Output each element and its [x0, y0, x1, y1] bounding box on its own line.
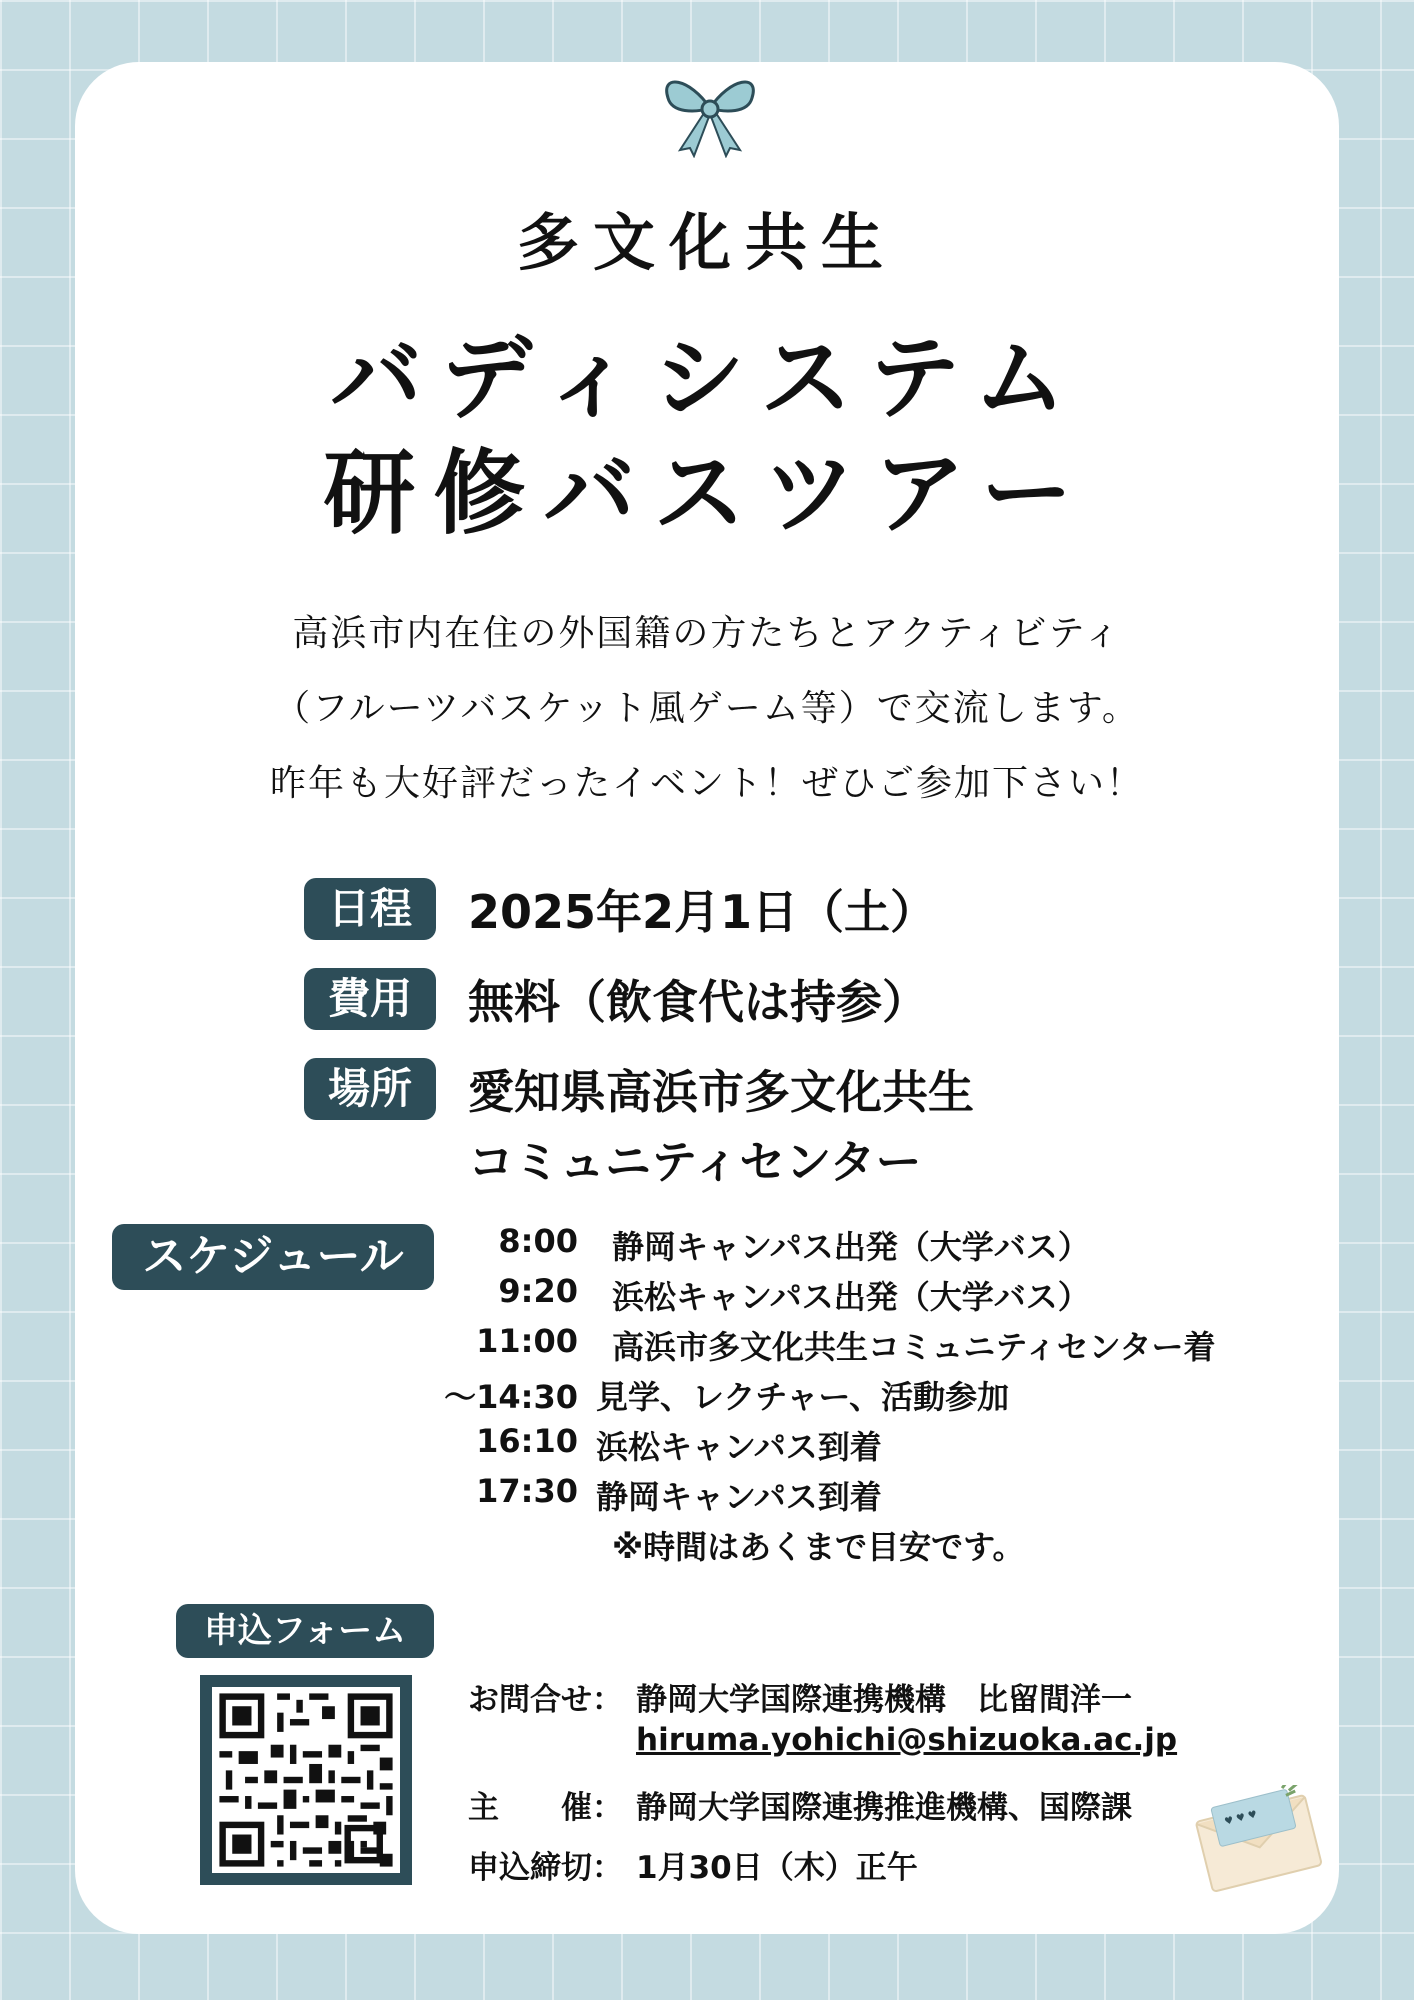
schedule-note: ※時間はあくまで目安です。 [612, 1528, 1025, 1566]
schedule-time: ～14:30 [444, 1378, 578, 1416]
qr-code-frame[interactable] [200, 1675, 412, 1885]
svg-text:♥ ♥ ♥: ♥ ♥ ♥ [1223, 1809, 1259, 1828]
schedule-time: 11:00 [476, 1322, 578, 1360]
date-value: 2025年2月1日（土） [468, 885, 937, 939]
intro-line-2: （フルーツバスケット風ゲーム等）で交流します。 [274, 688, 1140, 729]
host-value: 静岡大学国際連携推進機構、国際課 [636, 1790, 1132, 1826]
schedule-text: 高浜市多文化共生コミュニティセンター着 [612, 1328, 1216, 1366]
deadline-label: 申込締切： [468, 1850, 623, 1886]
title-line-3: 研修バスツアー [323, 439, 1091, 547]
fee-badge: 費用 [304, 968, 436, 1030]
date-badge: 日程 [304, 878, 436, 940]
title-line-1: 多文化共生 [516, 206, 897, 279]
fee-value: 無料（飲食代は持参） [468, 975, 928, 1029]
deadline-value: 1月30日（木）正午 [636, 1850, 918, 1886]
host-label: 主 催： [468, 1790, 623, 1826]
schedule-time: 16:10 [476, 1422, 578, 1460]
place-value-1: 愛知県高浜市多文化共生 [468, 1065, 974, 1119]
intro-line-3: 昨年も大好評だったイベント！ぜひご参加下さい！ [269, 763, 1144, 804]
qr-code-icon[interactable] [212, 1687, 400, 1873]
inquiry-value: 静岡大学国際連携機構 比留間洋一 [636, 1682, 1132, 1718]
schedule-badge: スケジュール [112, 1224, 434, 1290]
place-badge: 場所 [304, 1058, 436, 1120]
contact-email-link[interactable]: hiruma.yohichi@shizuoka.ac.jp [636, 1722, 1178, 1758]
schedule-text: 静岡キャンパス出発（大学バス） [612, 1228, 1090, 1266]
schedule-text: 見学、レクチャー、活動参加 [596, 1378, 1010, 1416]
place-value-2: コミュニティセンター [468, 1135, 922, 1189]
schedule-text: 浜松キャンパス到着 [596, 1428, 882, 1466]
ribbon-bow-icon [640, 68, 780, 158]
schedule-time: 8:00 [498, 1222, 578, 1260]
schedule-text: 浜松キャンパス出発（大学バス） [612, 1278, 1090, 1316]
schedule-time: 9:20 [498, 1272, 578, 1310]
envelope-icon [1190, 1785, 1330, 1895]
schedule-time: 17:30 [476, 1472, 578, 1510]
form-badge: 申込フォーム [176, 1604, 434, 1658]
inquiry-label: お問合せ： [468, 1682, 623, 1718]
title-line-2: バディシステム [330, 324, 1084, 432]
intro-line-1: 高浜市内在住の外国籍の方たちとアクティビティ [292, 613, 1122, 654]
schedule-text: 静岡キャンパス到着 [596, 1478, 882, 1516]
